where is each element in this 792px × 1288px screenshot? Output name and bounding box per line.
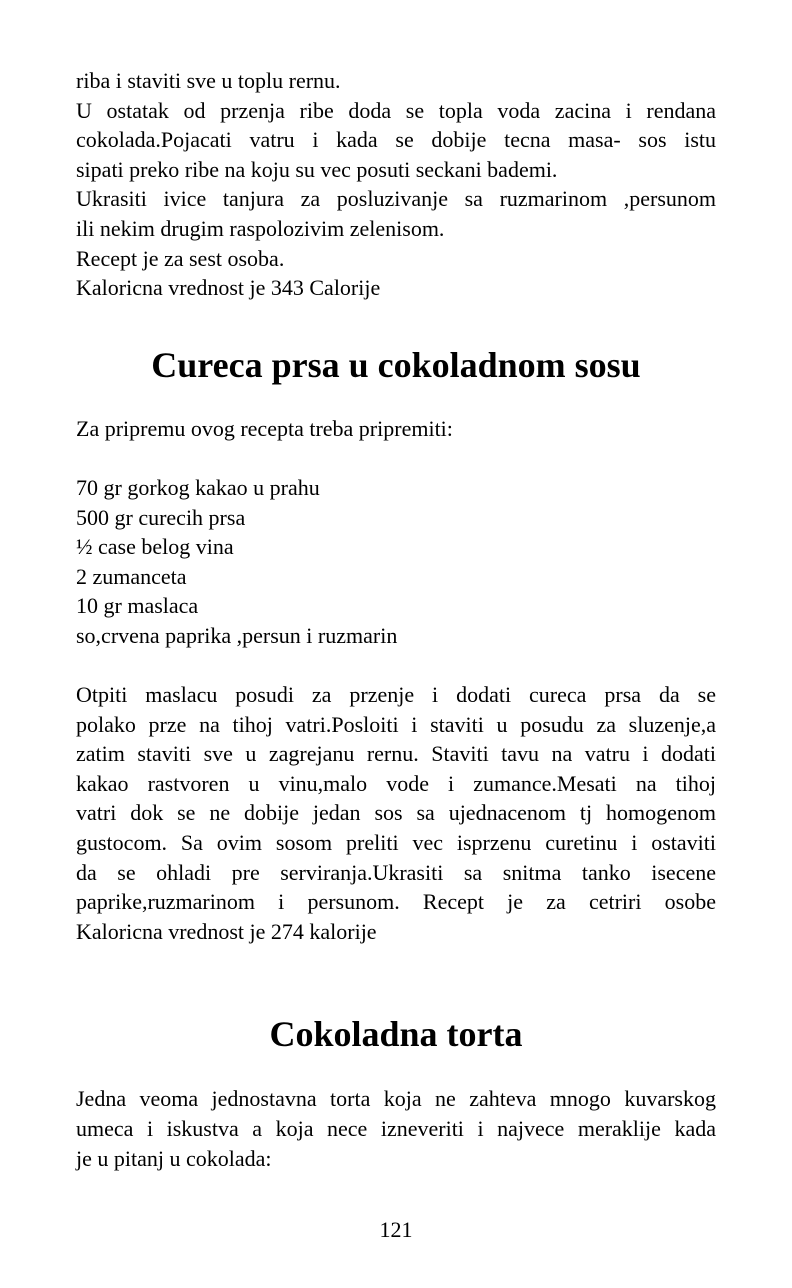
text-line: kakao rastvoren u vinu,malo vode i zumance.Mesati na tihoj: [76, 770, 716, 796]
instructions-paragraph: [76, 680, 716, 946]
recipe-intro: Za pripremu ovog recepta treba pripremiti:: [76, 415, 453, 441]
ingredient-item: 10 gr maslaca: [76, 593, 199, 619]
text-line: vatri dok se ne dobije jedan sos sa ujednacenom tj homogenom: [76, 800, 716, 826]
text-line: riba i staviti sve u toplu rernu.: [76, 68, 341, 93]
text-line: Ukrasiti ivice tanjura za posluzivanje sa ruzmarinom ,persunom: [76, 186, 716, 212]
text-line: Recept je za sest osoba.: [76, 245, 285, 271]
ingredient-item: so,crvena paprika ,persun i ruzmarin: [76, 622, 398, 648]
text-line: ili nekim drugim raspolozivim zelenisom.: [76, 215, 445, 241]
document-page: [76, 66, 716, 1173]
text-line: sipati preko ribe na koju su vec posuti seckani bademi.: [76, 156, 558, 182]
page-number: 121: [379, 1217, 413, 1242]
text-line: da se ohladi pre serviranja.Ukrasiti sa snitma tanko isecene: [76, 859, 716, 885]
ingredient-item: 70 gr gorkog kakao u prahu: [76, 474, 320, 500]
ingredient-item: 500 gr curecih prsa: [76, 504, 246, 530]
text-line: paprike,ruzmarinom i persunom. Recept je za cetriri osobe: [76, 889, 716, 915]
text-line: polako prze na tihoj vatri.Posloiti i staviti u posudu za sluzenje,a: [76, 711, 716, 737]
text-line: Kaloricna vrednost je 343 Calorije: [76, 275, 381, 301]
text-line: cokolada.Pojacati vatru i kada se dobije tecna masa- sos istu: [76, 127, 716, 153]
text-line: Otpiti maslacu posudi za przenje i dodati cureca prsa da se: [76, 682, 716, 708]
text-line: umeca i iskustva a koja nece izneveriti i najvece meraklije kada: [76, 1116, 716, 1142]
ingredient-list: [76, 473, 716, 651]
ingredient-item: 2 zumanceta: [76, 563, 187, 589]
intro-paragraph: [76, 66, 716, 303]
recipe-title: Cureca prsa u cokoladnom sosu: [151, 344, 641, 385]
text-line: Kaloricna vrednost je 274 kalorije: [76, 918, 377, 944]
text-line: zatim staviti sve u zagrejanu rernu. Staviti tavu na vatru i dodati: [76, 741, 716, 767]
text-line: U ostatak od przenja ribe doda se topla voda zacina i rendana: [76, 97, 716, 123]
ingredient-item: ½ case belog vina: [76, 534, 234, 560]
text-line: Jedna veoma jednostavna torta koja ne zahteva mnogo kuvarskog: [76, 1086, 716, 1112]
text-line: je u pitanj u cokolada:: [76, 1145, 272, 1171]
recipe-title: Cokoladna torta: [269, 1014, 523, 1055]
text-line: gustocom. Sa ovim sosom preliti vec isprzenu curetinu i ostaviti: [76, 830, 716, 856]
recipe-intro-paragraph: [76, 1084, 716, 1173]
